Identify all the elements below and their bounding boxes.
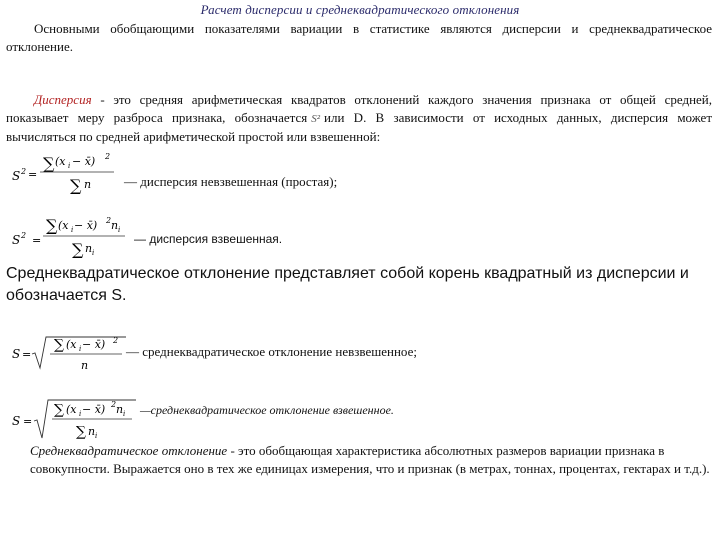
- svg-text:S: S: [12, 169, 21, 183]
- svg-text:∑: ∑: [46, 216, 58, 235]
- svg-text:n: n: [116, 403, 124, 416]
- dispersion-definition: [6, 91, 712, 146]
- formula-note-1: — дисперсия невзвешенная (простая);: [124, 174, 338, 189]
- svg-text:i: i: [92, 249, 95, 257]
- svg-text:n: n: [84, 178, 92, 191]
- dispersion-text-a: - это средняя арифметическая квадратов отклонений каждого значения признака от общей средней, показывает меру разброса признака, обозначается: [6, 92, 712, 125]
- intro-paragraph: Основными обобщающими показателями вариации в статистике являются дисперсии и среднеквадратическое отклонение.: [6, 21, 712, 54]
- svg-text:i: i: [118, 226, 121, 234]
- svg-text:2: 2: [21, 231, 27, 240]
- dispersion-text-b: или D. В зависимости от исходных данных, дисперсия может вычисляться по средней арифметической простой или взвешенной:: [6, 110, 713, 144]
- formula-note-3: — среднеквадратическое отклонение невзвешенное;: [126, 344, 417, 359]
- formula-variance-weighted: [10, 214, 130, 260]
- svg-text:S: S: [12, 347, 21, 361]
- svg-text:(x: (x: [66, 403, 77, 416]
- svg-text:∑: ∑: [54, 402, 64, 418]
- svg-text:2: 2: [105, 152, 111, 161]
- svg-text:∑: ∑: [43, 154, 55, 173]
- svg-text:i: i: [95, 432, 98, 440]
- svg-text:− x̄): − x̄): [74, 219, 98, 232]
- svg-text:(x: (x: [66, 338, 77, 351]
- svg-text:n: n: [88, 425, 96, 438]
- formula-variance-simple: [10, 150, 120, 196]
- svg-text:∑: ∑: [54, 337, 64, 353]
- std-term: Среднеквадратическое отклонение: [30, 443, 228, 458]
- formula-note-2: — дисперсия взвешенная.: [134, 232, 283, 246]
- svg-text:=: =: [23, 415, 33, 428]
- svg-text:∑: ∑: [76, 424, 86, 440]
- svg-text:=: =: [22, 348, 32, 361]
- svg-text:− x̄): − x̄): [82, 338, 106, 351]
- dispersion-term: Дисперсия: [34, 92, 92, 107]
- std-definition: [30, 442, 714, 478]
- svg-text:i: i: [68, 162, 71, 170]
- formula-std-weighted: [10, 396, 138, 442]
- svg-text:i: i: [79, 410, 82, 418]
- svg-text:∑: ∑: [70, 176, 82, 195]
- svg-text:− x̄): − x̄): [82, 403, 106, 416]
- svg-text:2: 2: [113, 336, 119, 345]
- svg-text:n: n: [81, 359, 89, 372]
- svg-text:i: i: [71, 226, 74, 234]
- svg-text:2: 2: [111, 400, 117, 409]
- svg-text:− x̄): − x̄): [72, 155, 96, 168]
- svg-text:2: 2: [106, 216, 112, 225]
- svg-text:i: i: [123, 410, 126, 418]
- page-title: Расчет дисперсии и среднеквадратического отклонения: [200, 2, 520, 17]
- svg-text:n: n: [85, 242, 93, 255]
- svg-text:=: =: [28, 168, 38, 181]
- svg-text:i: i: [79, 345, 82, 353]
- svg-text:(x: (x: [55, 155, 66, 168]
- svg-text:S: S: [12, 233, 21, 247]
- svg-text:2: 2: [21, 167, 27, 176]
- s2-symbol: S²: [311, 113, 321, 125]
- std-intro-paragraph: Среднеквадратическое отклонение представляет собой корень квадратный из дисперсии и обозначается S.: [6, 265, 689, 304]
- svg-text:∑: ∑: [72, 240, 84, 259]
- svg-text:S: S: [12, 414, 21, 428]
- std-definition-text: - это обобщающая характеристика абсолютных размеров вариации признака в совокупности. Выражается оно в тех же единицах измерения, что и признак (в метрах, тоннах, процентах, гектарах и т.д.).: [30, 443, 710, 476]
- svg-text:n: n: [111, 219, 119, 232]
- formula-note-4: —среднеквадратическое отклонение взвешенное.: [140, 403, 394, 417]
- svg-text:=: =: [32, 234, 42, 247]
- formula-std-simple: [10, 334, 128, 376]
- svg-text:(x: (x: [58, 219, 69, 232]
